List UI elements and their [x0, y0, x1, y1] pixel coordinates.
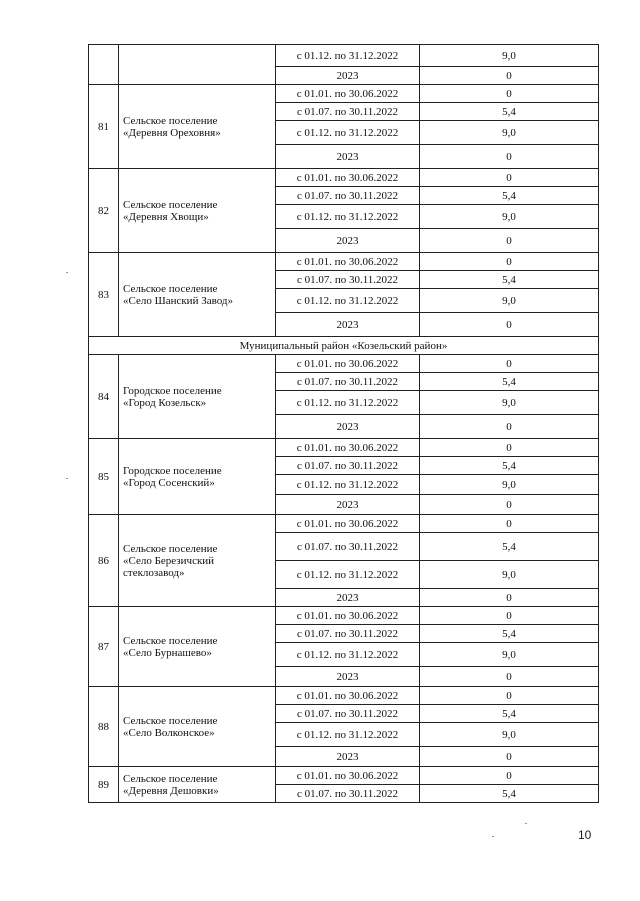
settlement-name-line: Сельское поселение — [123, 634, 218, 647]
page-number: 10 — [578, 828, 592, 842]
settlement-name-line: Сельское поселение — [123, 282, 218, 295]
settlement-name-line: «Село Шанский Завод» — [123, 294, 233, 307]
row-number-cell: 86 — [89, 515, 119, 607]
settlement-name-line: «Город Сосенский» — [123, 476, 215, 489]
period-cell: с 01.01. по 30.06.2022 — [276, 169, 420, 187]
period-cell: с 01.07. по 30.11.2022 — [276, 187, 420, 205]
value-cell: 5,4 — [420, 705, 599, 723]
period-cell: с 01.01. по 30.06.2022 — [276, 253, 420, 271]
value-cell: 5,4 — [420, 187, 599, 205]
row-number-cell: 89 — [89, 767, 119, 803]
settlement-name-line: «Деревня Дешовки» — [123, 784, 219, 797]
value-cell: 0 — [420, 495, 599, 515]
row-number-cell: 85 — [89, 439, 119, 515]
period-cell: с 01.07. по 30.11.2022 — [276, 533, 420, 561]
value-cell: 5,4 — [420, 625, 599, 643]
row-number-cell: 83 — [89, 253, 119, 337]
row-number-cell: 88 — [89, 687, 119, 767]
value-cell: 0 — [420, 253, 599, 271]
settlement-name-cell — [119, 439, 276, 515]
section-title: Муниципальный район «Козельский район» — [89, 337, 599, 355]
period-cell: с 01.12. по 31.12.2022 — [276, 289, 420, 313]
tariff-table — [88, 44, 599, 803]
period-cell: с 01.12. по 31.12.2022 — [276, 121, 420, 145]
settlement-name-line: «Село Волконское» — [123, 726, 215, 739]
scan-speck — [492, 836, 494, 837]
settlement-name-line: «Город Козельск» — [123, 396, 207, 409]
period-cell: с 01.12. по 31.12.2022 — [276, 391, 420, 415]
value-cell: 9,0 — [420, 723, 599, 747]
period-cell: с 01.01. по 30.06.2022 — [276, 355, 420, 373]
value-cell: 0 — [420, 67, 599, 85]
period-cell: с 01.07. по 30.11.2022 — [276, 271, 420, 289]
value-cell: 0 — [420, 355, 599, 373]
row-number-cell: 84 — [89, 355, 119, 439]
period-cell: 2023 — [276, 313, 420, 337]
settlement-name-line: «Село Березичский — [123, 554, 215, 567]
value-cell: 0 — [420, 687, 599, 705]
table-row — [89, 439, 599, 457]
period-cell: с 01.12. по 31.12.2022 — [276, 643, 420, 667]
settlement-name-cell — [119, 45, 276, 85]
value-cell: 0 — [420, 229, 599, 253]
value-cell: 9,0 — [420, 205, 599, 229]
period-cell: 2023 — [276, 145, 420, 169]
settlement-name-line: «Село Бурнашево» — [123, 646, 212, 659]
period-cell: 2023 — [276, 229, 420, 253]
period-cell: с 01.01. по 30.06.2022 — [276, 515, 420, 533]
row-number-cell: 81 — [89, 85, 119, 169]
period-cell: 2023 — [276, 415, 420, 439]
value-cell: 0 — [420, 767, 599, 785]
value-cell: 0 — [420, 667, 599, 687]
value-cell: 9,0 — [420, 561, 599, 589]
period-cell: с 01.01. по 30.06.2022 — [276, 767, 420, 785]
period-cell: 2023 — [276, 495, 420, 515]
scan-speck — [525, 823, 527, 824]
period-cell: с 01.07. по 30.11.2022 — [276, 785, 420, 803]
settlement-name-line: «Деревня Ореховня» — [123, 126, 221, 139]
period-cell: с 01.07. по 30.11.2022 — [276, 457, 420, 475]
value-cell: 9,0 — [420, 475, 599, 495]
value-cell: 5,4 — [420, 533, 599, 561]
table-row — [89, 767, 599, 785]
period-cell: с 01.12. по 31.12.2022 — [276, 561, 420, 589]
table-row — [89, 355, 599, 373]
settlement-name-cell — [119, 687, 276, 767]
table-row — [89, 85, 599, 103]
period-cell: с 01.12. по 31.12.2022 — [276, 723, 420, 747]
table-row — [89, 45, 599, 67]
period-cell: с 01.12. по 31.12.2022 — [276, 205, 420, 229]
period-cell: 2023 — [276, 667, 420, 687]
table-row — [89, 607, 599, 625]
value-cell: 0 — [420, 169, 599, 187]
settlement-name-cell — [119, 767, 276, 803]
period-cell: с 01.01. по 30.06.2022 — [276, 439, 420, 457]
value-cell: 0 — [420, 439, 599, 457]
period-cell: с 01.01. по 30.06.2022 — [276, 607, 420, 625]
settlement-name-cell — [119, 85, 276, 169]
value-cell: 0 — [420, 589, 599, 607]
row-number-cell — [89, 45, 119, 85]
scan-speck — [66, 478, 68, 479]
settlement-name-cell — [119, 169, 276, 253]
value-cell: 0 — [420, 607, 599, 625]
settlement-name-line: стеклозавод» — [123, 566, 185, 579]
period-cell: 2023 — [276, 747, 420, 767]
settlement-name-line: «Деревня Хвощи» — [123, 210, 209, 223]
settlement-name-cell — [119, 607, 276, 687]
value-cell: 0 — [420, 415, 599, 439]
value-cell: 0 — [420, 747, 599, 767]
scan-speck — [66, 272, 68, 273]
period-cell: с 01.12. по 31.12.2022 — [276, 475, 420, 495]
table-row — [89, 687, 599, 705]
period-cell: с 01.01. по 30.06.2022 — [276, 687, 420, 705]
period-cell: с 01.07. по 30.11.2022 — [276, 373, 420, 391]
settlement-name-line: Сельское поселение — [123, 714, 218, 727]
table-row — [89, 253, 599, 271]
settlement-name-line: Сельское поселение — [123, 114, 218, 127]
value-cell: 9,0 — [420, 45, 599, 67]
value-cell: 5,4 — [420, 103, 599, 121]
value-cell: 0 — [420, 145, 599, 169]
settlement-name-cell — [119, 515, 276, 607]
period-cell: 2023 — [276, 589, 420, 607]
section-header-row — [89, 337, 599, 355]
settlement-name-cell — [119, 355, 276, 439]
value-cell: 9,0 — [420, 391, 599, 415]
value-cell: 0 — [420, 515, 599, 533]
value-cell: 5,4 — [420, 373, 599, 391]
value-cell: 5,4 — [420, 785, 599, 803]
period-cell: с 01.12. по 31.12.2022 — [276, 45, 420, 67]
value-cell: 0 — [420, 85, 599, 103]
period-cell: с 01.07. по 30.11.2022 — [276, 103, 420, 121]
table-row — [89, 515, 599, 533]
value-cell: 0 — [420, 313, 599, 337]
period-cell: с 01.07. по 30.11.2022 — [276, 705, 420, 723]
settlement-name-line: Городское поселение — [123, 384, 222, 397]
table-row — [89, 169, 599, 187]
settlement-name-line: Сельское поселение — [123, 198, 218, 211]
settlement-name-cell — [119, 253, 276, 337]
period-cell: с 01.07. по 30.11.2022 — [276, 625, 420, 643]
settlement-name-line: Городское поселение — [123, 464, 222, 477]
value-cell: 9,0 — [420, 289, 599, 313]
value-cell: 5,4 — [420, 271, 599, 289]
value-cell: 5,4 — [420, 457, 599, 475]
row-number-cell: 87 — [89, 607, 119, 687]
period-cell: 2023 — [276, 67, 420, 85]
value-cell: 9,0 — [420, 121, 599, 145]
row-number-cell: 82 — [89, 169, 119, 253]
settlement-name-line: Сельское поселение — [123, 772, 218, 785]
settlement-name-line: Сельское поселение — [123, 542, 218, 555]
period-cell: с 01.01. по 30.06.2022 — [276, 85, 420, 103]
value-cell: 9,0 — [420, 643, 599, 667]
